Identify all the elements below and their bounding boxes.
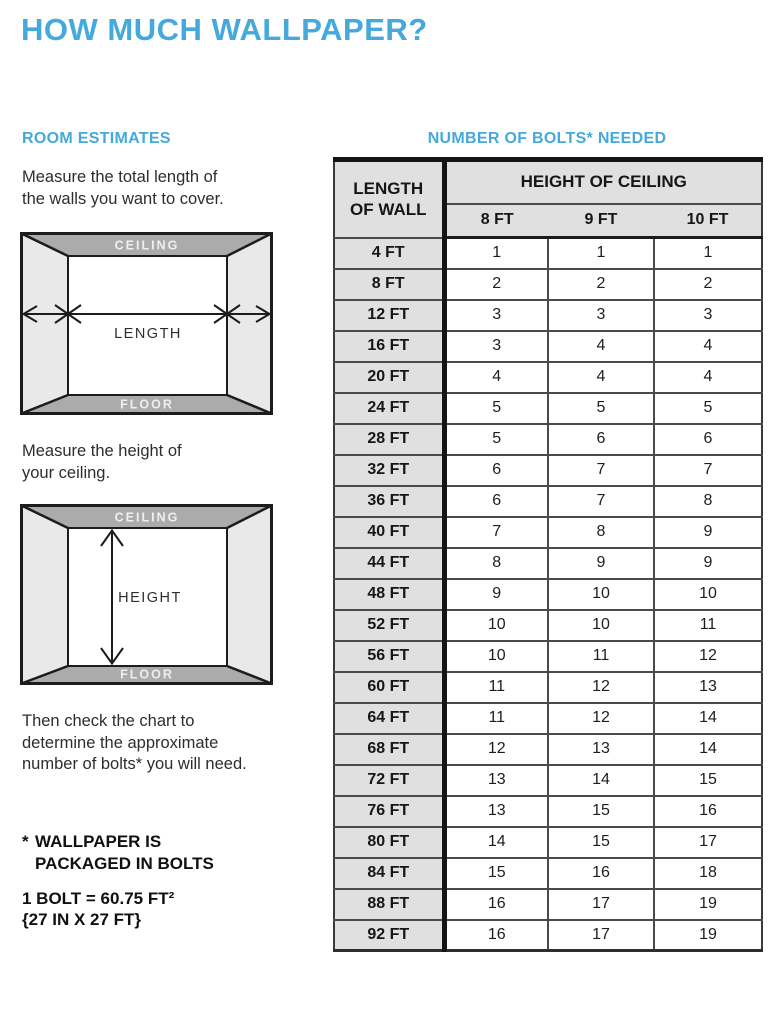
bolts-value-cell: 1 <box>444 238 548 269</box>
bolts-value-cell: 19 <box>654 889 762 920</box>
table-row <box>334 703 762 734</box>
bolts-value-cell: 4 <box>548 362 654 393</box>
wall-length-cell: 16 FT <box>334 331 444 362</box>
bolts-value-cell: 12 <box>444 734 548 765</box>
bolts-value-cell: 10 <box>444 610 548 641</box>
table-row <box>334 455 762 486</box>
bolts-value-cell: 19 <box>654 920 762 951</box>
wall-length-cell: 80 FT <box>334 827 444 858</box>
ceiling-9ft-header: 9 FT <box>548 204 654 238</box>
ceiling-label: CEILING <box>114 510 180 525</box>
table-row <box>334 424 762 455</box>
bolts-value-cell: 9 <box>654 517 762 548</box>
bolts-value-cell: 5 <box>444 393 548 424</box>
header-line: LENGTH <box>353 179 424 199</box>
bolts-value-cell: 15 <box>444 858 548 889</box>
instruction-line: number of bolts* you will need. <box>22 755 247 773</box>
bolts-value-cell: 1 <box>654 238 762 269</box>
table-row <box>334 238 762 269</box>
bolts-value-cell: 9 <box>654 548 762 579</box>
height-measure-label: HEIGHT <box>118 590 182 606</box>
wall-length-cell: 92 FT <box>334 920 444 951</box>
bolts-value-cell: 9 <box>548 548 654 579</box>
bolts-value-cell: 9 <box>444 579 548 610</box>
bolts-value-cell: 2 <box>444 269 548 300</box>
wall-length-cell: 60 FT <box>334 672 444 703</box>
footnote-line <box>22 831 214 853</box>
asterisk: * <box>22 832 29 851</box>
bolts-value-cell: 11 <box>654 610 762 641</box>
left-wall-panel <box>22 234 69 414</box>
bolts-value-cell: 17 <box>548 920 654 951</box>
table-header-row <box>334 160 762 204</box>
footnote-text: WALLPAPER IS <box>35 832 162 851</box>
bolts-value-cell: 12 <box>548 672 654 703</box>
bolt-dimensions: {27 IN X 27 FT} <box>22 910 142 929</box>
table-row <box>334 920 762 951</box>
bolts-value-cell: 14 <box>654 703 762 734</box>
bolts-value-cell: 10 <box>654 579 762 610</box>
table-row <box>334 579 762 610</box>
table-row <box>334 827 762 858</box>
bolts-value-cell: 10 <box>444 641 548 672</box>
bolts-value-cell: 8 <box>654 486 762 517</box>
wall-length-cell: 52 FT <box>334 610 444 641</box>
ceiling-label: CEILING <box>114 238 180 253</box>
table-row <box>334 858 762 889</box>
ceiling-height-group-header: HEIGHT OF CEILING <box>444 160 762 204</box>
bolts-value-cell: 14 <box>444 827 548 858</box>
table-row <box>334 331 762 362</box>
bolts-value-cell: 12 <box>548 703 654 734</box>
bolts-value-cell: 11 <box>548 641 654 672</box>
bolts-value-cell: 8 <box>548 517 654 548</box>
bolt-size-info <box>22 888 174 930</box>
bolts-value-cell: 14 <box>548 765 654 796</box>
bolts-value-cell: 15 <box>548 827 654 858</box>
wall-length-cell: 48 FT <box>334 579 444 610</box>
wall-length-cell: 24 FT <box>334 393 444 424</box>
table-row <box>334 486 762 517</box>
room-estimates-heading: ROOM ESTIMATES <box>22 130 171 147</box>
bolts-value-cell: 3 <box>548 300 654 331</box>
bolts-value-cell: 13 <box>654 672 762 703</box>
bolts-value-cell: 13 <box>444 796 548 827</box>
wall-length-cell: 56 FT <box>334 641 444 672</box>
wall-length-cell: 68 FT <box>334 734 444 765</box>
instruction-line: Measure the height of <box>22 442 182 460</box>
bolts-needed-heading: NUMBER OF BOLTS* NEEDED <box>427 130 667 147</box>
bolts-value-cell: 15 <box>548 796 654 827</box>
bolts-value-cell: 10 <box>548 579 654 610</box>
bolts-value-cell: 2 <box>654 269 762 300</box>
bolts-value-cell: 4 <box>548 331 654 362</box>
bolts-value-cell: 13 <box>548 734 654 765</box>
bolts-value-cell: 5 <box>548 393 654 424</box>
table-row <box>334 672 762 703</box>
bolts-value-cell: 1 <box>548 238 654 269</box>
floor-label: FLOOR <box>120 667 174 682</box>
bolts-value-cell: 5 <box>654 393 762 424</box>
bolts-value-cell: 2 <box>548 269 654 300</box>
bolts-value-cell: 6 <box>654 424 762 455</box>
bolts-value-cell: 17 <box>654 827 762 858</box>
table-row <box>334 765 762 796</box>
bolts-value-cell: 16 <box>654 796 762 827</box>
table-row <box>334 734 762 765</box>
bolts-value-cell: 4 <box>654 331 762 362</box>
ceiling-10ft-header: 10 FT <box>654 204 762 238</box>
table-row <box>334 517 762 548</box>
bolts-value-cell: 17 <box>548 889 654 920</box>
bolts-value-cell: 7 <box>548 455 654 486</box>
wall-length-cell: 72 FT <box>334 765 444 796</box>
wall-length-cell: 8 FT <box>334 269 444 300</box>
wall-length-cell: 64 FT <box>334 703 444 734</box>
bolts-value-cell: 6 <box>444 455 548 486</box>
bolts-value-cell: 4 <box>444 362 548 393</box>
length-diagram <box>20 232 273 415</box>
instruction-line: Measure the total length of <box>22 168 218 186</box>
bolts-value-cell: 16 <box>444 889 548 920</box>
bolts-needed-table <box>333 157 763 952</box>
bolts-value-cell: 3 <box>654 300 762 331</box>
page-title: HOW MUCH WALLPAPER? <box>21 12 428 47</box>
bolts-value-cell: 4 <box>654 362 762 393</box>
bolts-value-cell: 6 <box>444 486 548 517</box>
instruction-line: your ceiling. <box>22 463 111 482</box>
wall-length-cell: 88 FT <box>334 889 444 920</box>
table-row <box>334 641 762 672</box>
wall-length-cell: 44 FT <box>334 548 444 579</box>
bolts-value-cell: 10 <box>548 610 654 641</box>
table-row <box>334 610 762 641</box>
bolts-value-cell: 7 <box>548 486 654 517</box>
bolts-value-cell: 11 <box>444 672 548 703</box>
table-row <box>334 269 762 300</box>
table-row <box>334 548 762 579</box>
header-line: OF WALL <box>350 200 427 220</box>
bolts-value-cell: 3 <box>444 331 548 362</box>
bolts-value-cell: 11 <box>444 703 548 734</box>
wall-length-cell: 20 FT <box>334 362 444 393</box>
bolts-value-cell: 3 <box>444 300 548 331</box>
height-diagram <box>20 504 273 685</box>
instruction-line: determine the approximate <box>22 733 219 752</box>
bolts-value-cell: 7 <box>654 455 762 486</box>
measure-length-instruction <box>22 167 224 210</box>
wall-length-cell: 36 FT <box>334 486 444 517</box>
instruction-line: Then check the chart to <box>22 712 195 730</box>
bolts-value-cell: 15 <box>654 765 762 796</box>
bolts-value-cell: 16 <box>444 920 548 951</box>
instruction-line: the walls you want to cover. <box>22 189 224 208</box>
bolts-value-cell: 5 <box>444 424 548 455</box>
wall-length-cell: 12 FT <box>334 300 444 331</box>
wallpaper-bolts-footnote <box>22 831 214 875</box>
wall-length-column-header <box>334 160 444 238</box>
check-chart-instruction <box>22 711 247 776</box>
bolt-equation: 1 BOLT = 60.75 FT² <box>22 889 175 908</box>
table-row <box>334 889 762 920</box>
bolts-value-cell: 8 <box>444 548 548 579</box>
bolts-value-cell: 6 <box>548 424 654 455</box>
table-row <box>334 393 762 424</box>
wall-length-cell: 32 FT <box>334 455 444 486</box>
table-row <box>334 362 762 393</box>
bolts-value-cell: 12 <box>654 641 762 672</box>
bolts-value-cell: 13 <box>444 765 548 796</box>
wall-length-cell: 4 FT <box>334 238 444 269</box>
table-row <box>334 300 762 331</box>
bolts-value-cell: 7 <box>444 517 548 548</box>
footnote-text: PACKAGED IN BOLTS <box>35 854 214 873</box>
wall-length-cell: 28 FT <box>334 424 444 455</box>
table-row <box>334 796 762 827</box>
wall-length-cell: 40 FT <box>334 517 444 548</box>
ceiling-8ft-header: 8 FT <box>444 204 548 238</box>
bolts-value-cell: 14 <box>654 734 762 765</box>
measure-height-instruction <box>22 441 182 484</box>
length-measure-label: LENGTH <box>114 326 182 342</box>
bolts-table-body <box>334 238 762 951</box>
wall-length-cell: 84 FT <box>334 858 444 889</box>
bolts-value-cell: 16 <box>548 858 654 889</box>
right-wall-panel <box>227 506 272 684</box>
bolts-value-cell: 18 <box>654 858 762 889</box>
left-wall-panel <box>22 506 69 684</box>
floor-label: FLOOR <box>120 397 174 412</box>
wall-length-cell: 76 FT <box>334 796 444 827</box>
right-wall-panel <box>227 234 272 414</box>
